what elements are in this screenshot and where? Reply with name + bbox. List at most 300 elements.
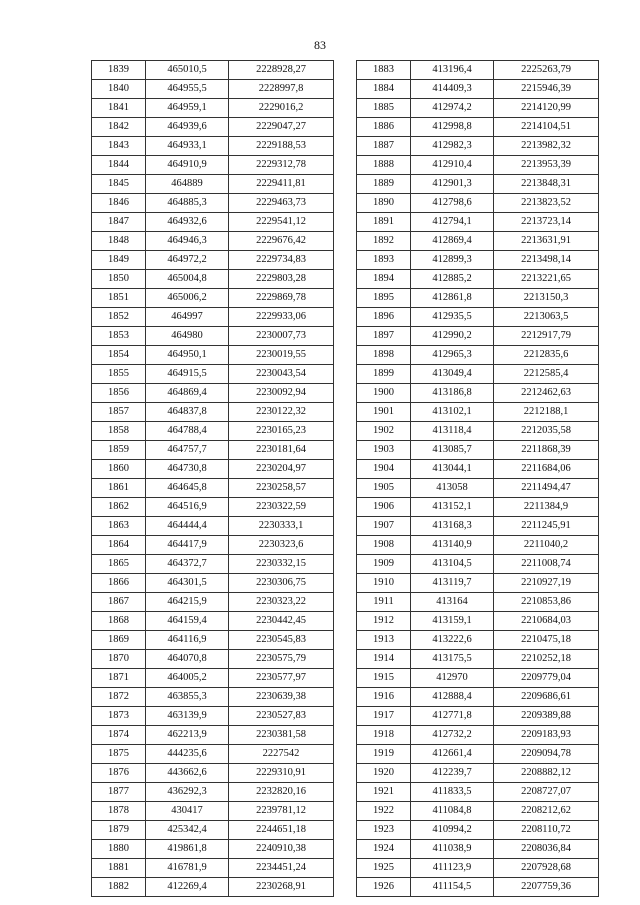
x-coordinate-cell: 411123,9 [411, 859, 494, 878]
y-coordinate-cell: 2214120,99 [494, 99, 599, 118]
x-coordinate-cell: 413085,7 [411, 441, 494, 460]
table-row [357, 783, 599, 802]
x-coordinate-cell: 412661,4 [411, 745, 494, 764]
x-coordinate-cell: 464915,5 [146, 365, 229, 384]
x-coordinate-cell: 412899,3 [411, 251, 494, 270]
x-coordinate-cell: 464444,4 [146, 517, 229, 536]
table-row [92, 764, 334, 783]
table-row [92, 422, 334, 441]
y-coordinate-cell: 2232820,16 [229, 783, 334, 802]
point-number-cell: 1883 [357, 61, 411, 80]
x-coordinate-cell: 464959,1 [146, 99, 229, 118]
point-number-cell: 1862 [92, 498, 146, 517]
table-row [92, 403, 334, 422]
table-row [357, 99, 599, 118]
point-number-cell: 1885 [357, 99, 411, 118]
y-coordinate-cell: 2230306,75 [229, 574, 334, 593]
y-coordinate-cell: 2229310,91 [229, 764, 334, 783]
x-coordinate-cell: 413104,5 [411, 555, 494, 574]
point-number-cell: 1887 [357, 137, 411, 156]
x-coordinate-cell: 464301,5 [146, 574, 229, 593]
x-coordinate-cell: 425342,4 [146, 821, 229, 840]
x-coordinate-cell: 464005,2 [146, 669, 229, 688]
y-coordinate-cell: 2207759,36 [494, 878, 599, 897]
y-coordinate-cell: 2229188,53 [229, 137, 334, 156]
table-row [92, 327, 334, 346]
point-number-cell: 1868 [92, 612, 146, 631]
x-coordinate-cell: 412974,2 [411, 99, 494, 118]
x-coordinate-cell: 463855,3 [146, 688, 229, 707]
point-number-cell: 1895 [357, 289, 411, 308]
table-row [92, 251, 334, 270]
point-number-cell: 1878 [92, 802, 146, 821]
table-row [92, 232, 334, 251]
x-coordinate-cell: 412798,6 [411, 194, 494, 213]
table-row [92, 517, 334, 536]
x-coordinate-cell: 464516,9 [146, 498, 229, 517]
table-row [357, 707, 599, 726]
table-row [357, 574, 599, 593]
point-number-cell: 1890 [357, 194, 411, 213]
y-coordinate-cell: 2230333,1 [229, 517, 334, 536]
x-coordinate-cell: 443662,6 [146, 764, 229, 783]
point-number-cell: 1918 [357, 726, 411, 745]
y-coordinate-cell: 2213063,5 [494, 308, 599, 327]
table-row [92, 289, 334, 308]
table-row [92, 688, 334, 707]
table-row [92, 346, 334, 365]
point-number-cell: 1899 [357, 365, 411, 384]
point-number-cell: 1898 [357, 346, 411, 365]
x-coordinate-cell: 413222,6 [411, 631, 494, 650]
x-coordinate-cell: 412239,7 [411, 764, 494, 783]
table-row [92, 707, 334, 726]
point-number-cell: 1865 [92, 555, 146, 574]
x-coordinate-cell: 464955,5 [146, 80, 229, 99]
point-number-cell: 1866 [92, 574, 146, 593]
y-coordinate-cell: 2210853,86 [494, 593, 599, 612]
y-coordinate-cell: 2213953,39 [494, 156, 599, 175]
point-number-cell: 1910 [357, 574, 411, 593]
x-coordinate-cell: 464159,4 [146, 612, 229, 631]
point-number-cell: 1880 [92, 840, 146, 859]
y-coordinate-cell: 2229047,27 [229, 118, 334, 137]
x-coordinate-cell: 464933,1 [146, 137, 229, 156]
y-coordinate-cell: 2244651,18 [229, 821, 334, 840]
y-coordinate-cell: 2212035,58 [494, 422, 599, 441]
y-coordinate-cell: 2229541,12 [229, 213, 334, 232]
point-number-cell: 1884 [357, 80, 411, 99]
table-row [357, 118, 599, 137]
y-coordinate-cell: 2213221,65 [494, 270, 599, 289]
table-row [357, 517, 599, 536]
x-coordinate-cell: 412794,1 [411, 213, 494, 232]
table-row [92, 80, 334, 99]
y-coordinate-cell: 2209389,88 [494, 707, 599, 726]
y-coordinate-cell: 2229803,28 [229, 270, 334, 289]
y-coordinate-cell: 2213150,3 [494, 289, 599, 308]
point-number-cell: 1891 [357, 213, 411, 232]
table-row [357, 821, 599, 840]
table-row [357, 631, 599, 650]
x-coordinate-cell: 462213,9 [146, 726, 229, 745]
table-row [357, 346, 599, 365]
table-row [357, 859, 599, 878]
x-coordinate-cell: 464645,8 [146, 479, 229, 498]
y-coordinate-cell: 2227542 [229, 745, 334, 764]
point-number-cell: 1915 [357, 669, 411, 688]
table-row [357, 840, 599, 859]
y-coordinate-cell: 2230639,38 [229, 688, 334, 707]
point-number-cell: 1894 [357, 270, 411, 289]
y-coordinate-cell: 2230442,45 [229, 612, 334, 631]
x-coordinate-cell: 464889 [146, 175, 229, 194]
table-row [92, 631, 334, 650]
y-coordinate-cell: 2229411,81 [229, 175, 334, 194]
x-coordinate-cell: 464788,4 [146, 422, 229, 441]
point-number-cell: 1860 [92, 460, 146, 479]
point-number-cell: 1907 [357, 517, 411, 536]
point-number-cell: 1903 [357, 441, 411, 460]
y-coordinate-cell: 2213631,91 [494, 232, 599, 251]
table-row [92, 175, 334, 194]
y-coordinate-cell: 2229463,73 [229, 194, 334, 213]
table-row [92, 479, 334, 498]
y-coordinate-cell: 2213723,14 [494, 213, 599, 232]
table-row [357, 726, 599, 745]
y-coordinate-cell: 2229312,78 [229, 156, 334, 175]
point-number-cell: 1902 [357, 422, 411, 441]
point-number-cell: 1886 [357, 118, 411, 137]
y-coordinate-cell: 2211684,06 [494, 460, 599, 479]
y-coordinate-cell: 2209183,93 [494, 726, 599, 745]
x-coordinate-cell: 412885,2 [411, 270, 494, 289]
point-number-cell: 1847 [92, 213, 146, 232]
point-number-cell: 1888 [357, 156, 411, 175]
table-row [357, 745, 599, 764]
table-row [92, 650, 334, 669]
point-number-cell: 1876 [92, 764, 146, 783]
table-row [357, 175, 599, 194]
point-number-cell: 1925 [357, 859, 411, 878]
table-row [92, 213, 334, 232]
point-number-cell: 1858 [92, 422, 146, 441]
point-number-cell: 1921 [357, 783, 411, 802]
point-number-cell: 1923 [357, 821, 411, 840]
y-coordinate-cell: 2211384,9 [494, 498, 599, 517]
point-number-cell: 1871 [92, 669, 146, 688]
y-coordinate-cell: 2211868,39 [494, 441, 599, 460]
y-coordinate-cell: 2208212,62 [494, 802, 599, 821]
table-row [357, 308, 599, 327]
table-row [92, 384, 334, 403]
x-coordinate-cell: 464946,3 [146, 232, 229, 251]
x-coordinate-cell: 465006,2 [146, 289, 229, 308]
point-number-cell: 1850 [92, 270, 146, 289]
x-coordinate-cell: 464837,8 [146, 403, 229, 422]
x-coordinate-cell: 464372,7 [146, 555, 229, 574]
y-coordinate-cell: 2230323,22 [229, 593, 334, 612]
y-coordinate-cell: 2208727,07 [494, 783, 599, 802]
point-number-cell: 1844 [92, 156, 146, 175]
point-number-cell: 1841 [92, 99, 146, 118]
table-row [92, 555, 334, 574]
point-number-cell: 1864 [92, 536, 146, 555]
point-number-cell: 1848 [92, 232, 146, 251]
point-number-cell: 1908 [357, 536, 411, 555]
x-coordinate-cell: 464215,9 [146, 593, 229, 612]
coordinates-table-left [91, 60, 334, 897]
point-number-cell: 1877 [92, 783, 146, 802]
x-coordinate-cell: 436292,3 [146, 783, 229, 802]
point-number-cell: 1916 [357, 688, 411, 707]
y-coordinate-cell: 2209686,61 [494, 688, 599, 707]
table-row [357, 213, 599, 232]
y-coordinate-cell: 2212585,4 [494, 365, 599, 384]
y-coordinate-cell: 2240910,38 [229, 840, 334, 859]
point-number-cell: 1857 [92, 403, 146, 422]
x-coordinate-cell: 464939,6 [146, 118, 229, 137]
y-coordinate-cell: 2230043,54 [229, 365, 334, 384]
table-row [357, 289, 599, 308]
point-number-cell: 1852 [92, 308, 146, 327]
y-coordinate-cell: 2228928,27 [229, 61, 334, 80]
x-coordinate-cell: 412982,3 [411, 137, 494, 156]
x-coordinate-cell: 464950,1 [146, 346, 229, 365]
point-number-cell: 1904 [357, 460, 411, 479]
point-number-cell: 1914 [357, 650, 411, 669]
point-number-cell: 1893 [357, 251, 411, 270]
table-row [92, 574, 334, 593]
y-coordinate-cell: 2211008,74 [494, 555, 599, 574]
table-row [92, 536, 334, 555]
table-row [357, 878, 599, 897]
table-row [92, 878, 334, 897]
table-row [92, 745, 334, 764]
table-row [92, 783, 334, 802]
x-coordinate-cell: 413119,7 [411, 574, 494, 593]
x-coordinate-cell: 411084,8 [411, 802, 494, 821]
point-number-cell: 1851 [92, 289, 146, 308]
table-row [357, 61, 599, 80]
point-number-cell: 1843 [92, 137, 146, 156]
y-coordinate-cell: 2230019,55 [229, 346, 334, 365]
table-row [357, 194, 599, 213]
y-coordinate-cell: 2208036,84 [494, 840, 599, 859]
x-coordinate-cell: 465004,8 [146, 270, 229, 289]
y-coordinate-cell: 2230332,15 [229, 555, 334, 574]
y-coordinate-cell: 2230527,83 [229, 707, 334, 726]
y-coordinate-cell: 2230181,64 [229, 441, 334, 460]
y-coordinate-cell: 2208882,12 [494, 764, 599, 783]
x-coordinate-cell: 419861,8 [146, 840, 229, 859]
table-row [357, 536, 599, 555]
x-coordinate-cell: 413196,4 [411, 61, 494, 80]
y-coordinate-cell: 2230577,97 [229, 669, 334, 688]
y-coordinate-cell: 2215946,39 [494, 80, 599, 99]
y-coordinate-cell: 2211494,47 [494, 479, 599, 498]
table-row [92, 669, 334, 688]
table-row [92, 726, 334, 745]
x-coordinate-cell: 411038,9 [411, 840, 494, 859]
point-number-cell: 1856 [92, 384, 146, 403]
y-coordinate-cell: 2210684,03 [494, 612, 599, 631]
x-coordinate-cell: 413058 [411, 479, 494, 498]
point-number-cell: 1840 [92, 80, 146, 99]
x-coordinate-cell: 464730,8 [146, 460, 229, 479]
table-row [357, 688, 599, 707]
y-coordinate-cell: 2209094,78 [494, 745, 599, 764]
x-coordinate-cell: 412861,8 [411, 289, 494, 308]
x-coordinate-cell: 412965,3 [411, 346, 494, 365]
y-coordinate-cell: 2213982,32 [494, 137, 599, 156]
point-number-cell: 1870 [92, 650, 146, 669]
y-coordinate-cell: 2225263,79 [494, 61, 599, 80]
x-coordinate-cell: 412970 [411, 669, 494, 688]
point-number-cell: 1845 [92, 175, 146, 194]
point-number-cell: 1869 [92, 631, 146, 650]
point-number-cell: 1879 [92, 821, 146, 840]
y-coordinate-cell: 2230575,79 [229, 650, 334, 669]
table-row [357, 251, 599, 270]
point-number-cell: 1897 [357, 327, 411, 346]
table-row [357, 612, 599, 631]
point-number-cell: 1842 [92, 118, 146, 137]
table-row [357, 80, 599, 99]
table-row [92, 612, 334, 631]
table-row [92, 156, 334, 175]
table-row [92, 821, 334, 840]
x-coordinate-cell: 412901,3 [411, 175, 494, 194]
x-coordinate-cell: 413164 [411, 593, 494, 612]
point-number-cell: 1855 [92, 365, 146, 384]
table-row [92, 270, 334, 289]
point-number-cell: 1906 [357, 498, 411, 517]
point-number-cell: 1900 [357, 384, 411, 403]
point-number-cell: 1882 [92, 878, 146, 897]
point-number-cell: 1920 [357, 764, 411, 783]
x-coordinate-cell: 412869,4 [411, 232, 494, 251]
x-coordinate-cell: 413159,1 [411, 612, 494, 631]
x-coordinate-cell: 412732,2 [411, 726, 494, 745]
point-number-cell: 1889 [357, 175, 411, 194]
table-row [357, 479, 599, 498]
table-row [357, 403, 599, 422]
table-row [92, 61, 334, 80]
x-coordinate-cell: 413186,8 [411, 384, 494, 403]
x-coordinate-cell: 464980 [146, 327, 229, 346]
y-coordinate-cell: 2212188,1 [494, 403, 599, 422]
table-row [357, 650, 599, 669]
x-coordinate-cell: 464910,9 [146, 156, 229, 175]
x-coordinate-cell: 412888,4 [411, 688, 494, 707]
x-coordinate-cell: 413140,9 [411, 536, 494, 555]
point-number-cell: 1859 [92, 441, 146, 460]
point-number-cell: 1853 [92, 327, 146, 346]
table-row [357, 555, 599, 574]
y-coordinate-cell: 2239781,12 [229, 802, 334, 821]
table-row [357, 802, 599, 821]
y-coordinate-cell: 2212462,63 [494, 384, 599, 403]
x-coordinate-cell: 464869,4 [146, 384, 229, 403]
x-coordinate-cell: 413168,3 [411, 517, 494, 536]
point-number-cell: 1911 [357, 593, 411, 612]
y-coordinate-cell: 2210475,18 [494, 631, 599, 650]
y-coordinate-cell: 2208110,72 [494, 821, 599, 840]
x-coordinate-cell: 412990,2 [411, 327, 494, 346]
y-coordinate-cell: 2207928,68 [494, 859, 599, 878]
x-coordinate-cell: 464757,7 [146, 441, 229, 460]
x-coordinate-cell: 413175,5 [411, 650, 494, 669]
table-row [92, 308, 334, 327]
x-coordinate-cell: 463139,9 [146, 707, 229, 726]
table-row [357, 498, 599, 517]
y-coordinate-cell: 2234451,24 [229, 859, 334, 878]
x-coordinate-cell: 430417 [146, 802, 229, 821]
table-row [357, 422, 599, 441]
x-coordinate-cell: 411154,5 [411, 878, 494, 897]
table-row [92, 441, 334, 460]
table-row [92, 99, 334, 118]
table-row [92, 118, 334, 137]
coordinates-table-right [356, 60, 599, 897]
table-row [357, 137, 599, 156]
y-coordinate-cell: 2230258,57 [229, 479, 334, 498]
table-row [92, 460, 334, 479]
x-coordinate-cell: 413102,1 [411, 403, 494, 422]
y-coordinate-cell: 2210252,18 [494, 650, 599, 669]
point-number-cell: 1839 [92, 61, 146, 80]
point-number-cell: 1881 [92, 859, 146, 878]
x-coordinate-cell: 413118,4 [411, 422, 494, 441]
point-number-cell: 1863 [92, 517, 146, 536]
y-coordinate-cell: 2212917,79 [494, 327, 599, 346]
y-coordinate-cell: 2209779,04 [494, 669, 599, 688]
y-coordinate-cell: 2229734,83 [229, 251, 334, 270]
table-row [357, 327, 599, 346]
point-number-cell: 1901 [357, 403, 411, 422]
point-number-cell: 1854 [92, 346, 146, 365]
y-coordinate-cell: 2210927,19 [494, 574, 599, 593]
table-row [357, 156, 599, 175]
x-coordinate-cell: 412269,4 [146, 878, 229, 897]
x-coordinate-cell: 413152,1 [411, 498, 494, 517]
x-coordinate-cell: 416781,9 [146, 859, 229, 878]
point-number-cell: 1912 [357, 612, 411, 631]
table-row [92, 194, 334, 213]
x-coordinate-cell: 412910,4 [411, 156, 494, 175]
x-coordinate-cell: 464932,6 [146, 213, 229, 232]
point-number-cell: 1924 [357, 840, 411, 859]
x-coordinate-cell: 410994,2 [411, 821, 494, 840]
point-number-cell: 1913 [357, 631, 411, 650]
point-number-cell: 1896 [357, 308, 411, 327]
y-coordinate-cell: 2229933,06 [229, 308, 334, 327]
table-row [92, 137, 334, 156]
point-number-cell: 1919 [357, 745, 411, 764]
y-coordinate-cell: 2230545,83 [229, 631, 334, 650]
y-coordinate-cell: 2228997,8 [229, 80, 334, 99]
y-coordinate-cell: 2230381,58 [229, 726, 334, 745]
y-coordinate-cell: 2230268,91 [229, 878, 334, 897]
x-coordinate-cell: 444235,6 [146, 745, 229, 764]
point-number-cell: 1872 [92, 688, 146, 707]
x-coordinate-cell: 412771,8 [411, 707, 494, 726]
table-row [357, 460, 599, 479]
point-number-cell: 1917 [357, 707, 411, 726]
point-number-cell: 1926 [357, 878, 411, 897]
y-coordinate-cell: 2230122,32 [229, 403, 334, 422]
